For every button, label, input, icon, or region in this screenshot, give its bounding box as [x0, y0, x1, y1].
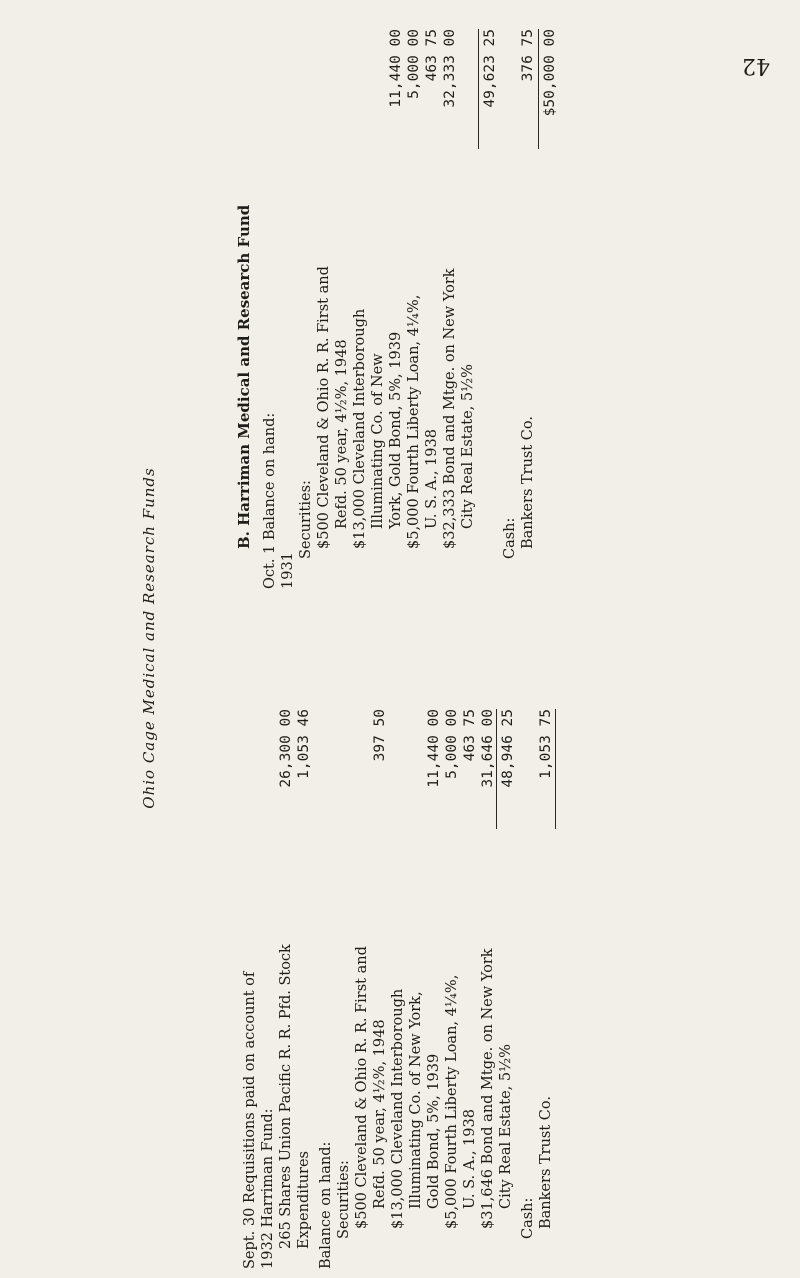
entry-label: Balance on hand:	[318, 1141, 334, 1269]
entry-label: Expenditures	[296, 1150, 312, 1249]
section-heading-text: Ohio Cage Medical and Research Funds	[140, 467, 158, 809]
entry-amount: 26,300 00	[278, 709, 294, 788]
entry-label: Cash:	[520, 1197, 536, 1239]
entry-label: $500 Cleveland & Ohio R. R. First and	[354, 946, 370, 1229]
entry-label: Cash:	[502, 517, 518, 559]
entry-label: $31,646 Bond and Mtge. on New York	[480, 948, 496, 1229]
entry-label: Securities:	[336, 1160, 352, 1239]
entry-label: Oct. 1 Balance on hand:	[262, 412, 278, 589]
page-number: 42	[742, 53, 770, 78]
entry-amount: 11,440 00	[426, 709, 442, 788]
entry-label: $13,000 Cleveland Interborough	[390, 988, 406, 1229]
entry-label: York, Gold Bond, 5%, 1939	[388, 331, 404, 529]
total-rule	[555, 709, 556, 829]
entry-label: 265 Shares Union Pacific R. R. Pfd. Stock	[278, 944, 294, 1249]
entry-label: U. S. A., 1938	[424, 429, 440, 529]
entry-amount: 31,646 00	[480, 709, 496, 788]
entry-amount: 5,000 00	[444, 709, 460, 779]
entry-label: Bankers Trust Co.	[520, 416, 536, 549]
entry-label: $5,000 Fourth Liberty Loan, 4¼%,	[406, 294, 422, 549]
entry-label: Bankers Trust Co.	[538, 1096, 554, 1229]
entry-label: City Real Estate, 5½%	[460, 364, 476, 529]
entry-amount: 397 50	[372, 709, 388, 762]
entry-amount: 463 75	[462, 709, 478, 762]
entry-label: $5,000 Fourth Liberty Loan, 4¼%,	[444, 974, 460, 1229]
lower-ledger-column	[230, 689, 570, 1269]
entry-amount: 32,333 00	[442, 29, 458, 108]
entry-amount: 1,053 46	[296, 709, 312, 779]
entry-amount: 463 75	[424, 29, 440, 82]
section-heading	[140, 138, 160, 1138]
entry-label: Refd. 50 year, 4½%, 1948	[334, 339, 350, 529]
subtotal-rule	[478, 29, 479, 149]
total-rule	[538, 29, 539, 149]
entry-label: City Real Estate, 5½%	[498, 1044, 514, 1209]
entry-label: Gold Bond, 5%, 1939	[426, 1053, 442, 1209]
entry-label: Refd. 50 year, 4½%, 1948	[372, 1019, 388, 1209]
entry-label: Sept. 30 Requisitions paid on account of	[242, 971, 258, 1269]
entry-amount: 376 75	[520, 29, 536, 82]
entry-amount: 48,946 25	[500, 709, 516, 788]
entry-label: $13,000 Cleveland Interborough	[352, 308, 368, 549]
entry-label: Securities:	[298, 480, 314, 559]
entry-label: $500 Cleveland & Ohio R. R. First and	[316, 266, 332, 549]
entry-label: U. S. A., 1938	[462, 1109, 478, 1209]
entry-label: 1932 Harriman Fund:	[260, 1108, 276, 1269]
entry-amount: 11,440 00	[388, 29, 404, 108]
entry-label: Illuminating Co. of New York,	[408, 991, 424, 1209]
entry-amount: 49,623 25	[482, 29, 498, 108]
fund-heading: B. Harriman Medical and Research Fund	[235, 204, 253, 549]
entry-amount: 5,000 00	[406, 29, 422, 99]
entry-label: Illuminating Co. of New	[370, 353, 386, 529]
entry-amount: $50,000 00	[542, 29, 558, 117]
entry-label: 1931	[280, 552, 296, 589]
upper-ledger-column	[230, 9, 570, 589]
subtotal-rule	[496, 709, 497, 829]
entry-label: $32,333 Bond and Mtge. on New York	[442, 268, 458, 549]
entry-amount: 1,053 75	[538, 709, 554, 779]
